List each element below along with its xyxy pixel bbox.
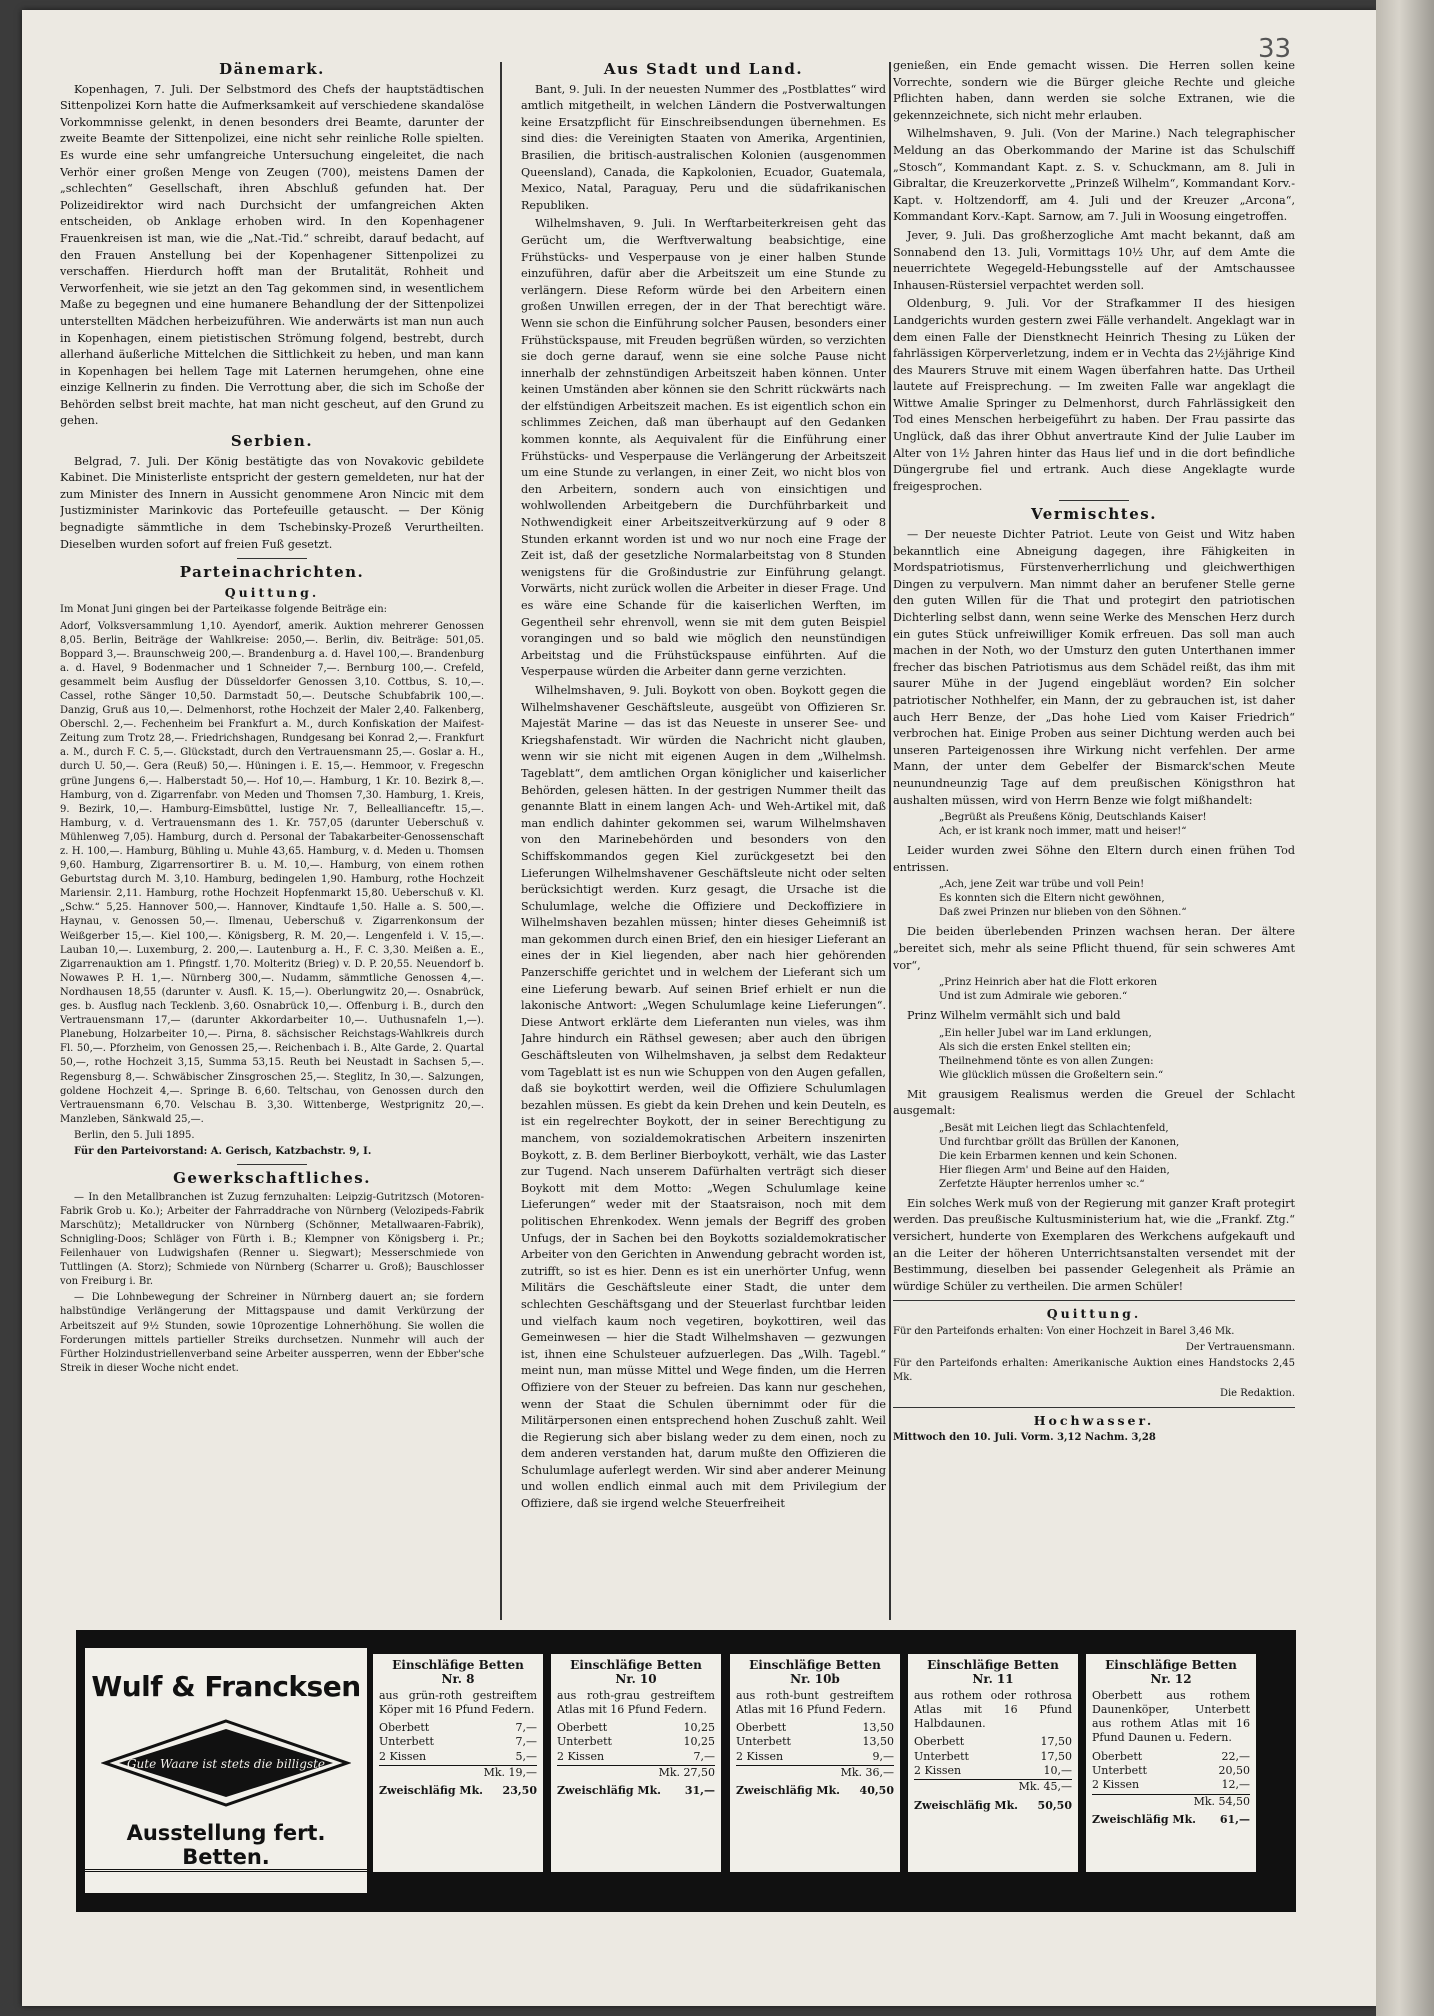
total-price: 31,—	[684, 1784, 715, 1798]
section-title-vermischtes: Vermischtes.	[1031, 505, 1157, 524]
card-sum: Mk. 27,50	[557, 1765, 715, 1780]
card-heading: Einschläfige Betten	[749, 1658, 881, 1672]
card-total-row	[914, 1799, 1072, 1813]
item-label: Unterbett	[557, 1735, 612, 1749]
item-price: 10,—	[1043, 1764, 1072, 1778]
hochwasser-title: Hochwasser.	[1033, 1412, 1155, 1428]
article-belgrad: Belgrad, 7. Juli. Der König bestätigte das von Novakovic gebildete Kabinet. Die Ministerliste entspricht der gestern gemeldeten, nur hat der zum Minister des Innern in Aussicht genommene Aron Nincic mit dem Justizminister Marinkovic das Portefeuille getauscht. — Der König begnadigte sämmtliche in dem Tschebinsky-Prozeß Verurtheilten. Dieselben wurden sofort auf freien Fuß gesetzt.	[60, 454, 484, 551]
card-row-oberbett	[379, 1721, 537, 1735]
article-text-9: Mit grausigem Realismus werden die Greuel der Schlacht ausgemalt:	[893, 1087, 1295, 1118]
item-price: 5,—	[515, 1749, 537, 1763]
total-price: 61,—	[1219, 1812, 1250, 1826]
card-row-unterbett	[379, 1735, 537, 1749]
item-price: 10,25	[683, 1721, 715, 1735]
section-title-parteinachrichten: Parteinachrichten.	[179, 563, 365, 582]
item-label: 2 Kissen	[1092, 1778, 1140, 1792]
item-label: Oberbett	[914, 1735, 965, 1749]
column-rule-right	[889, 62, 891, 1620]
card-sum: Mk. 36,—	[736, 1765, 894, 1780]
card-heading: Einschläfige Betten	[927, 1658, 1059, 1672]
item-price: 12,—	[1221, 1778, 1250, 1792]
card-row-oberbett	[557, 1721, 715, 1735]
card-row-kissen	[736, 1750, 894, 1764]
section-title-aus-stadt-und-land: Aus Stadt und Land.	[603, 60, 804, 78]
card-description: aus roth-grau gestreiftem Atlas mit 16 Pfund Federn.	[557, 1688, 715, 1716]
total-price: 23,50	[502, 1784, 537, 1798]
card-total-row	[557, 1784, 715, 1798]
card-row-kissen	[557, 1750, 715, 1764]
adjacent-page-edge	[1376, 0, 1434, 2016]
card-row-unterbett	[557, 1735, 715, 1749]
card-total-row	[736, 1784, 894, 1798]
quittung-entry-2: Für den Parteifonds erhalten: Amerikanische Auktion eines Handstocks 2,45 Mk.	[893, 1358, 1295, 1384]
hochwasser-times: Mittwoch den 10. Juli. Vorm. 3,12 Nachm. 3,28	[893, 1432, 1156, 1444]
verse-1: „Begrüßt als Preußens König, Deutschlands Kaiser! Ach, er ist krank noch immer, matt und heiser!“	[939, 812, 1207, 838]
article-text-7: Die beiden überlebenden Prinzen wachsen heran. Der ältere „bereitet sich, mehr als seine Pflicht thuend, für sein schweres Amt vor“,	[893, 925, 1295, 972]
divider	[237, 558, 307, 559]
verse-2: „Ach, jene Zeit war trübe und voll Pein! Es konnten sich die Eltern nicht gewöhnen, Daß zwei Prinzen nur blieben von den Söhnen.“	[939, 879, 1187, 919]
card-row-kissen	[914, 1764, 1072, 1778]
item-price: 7,—	[693, 1749, 715, 1763]
card-number: Nr. 11	[972, 1672, 1014, 1687]
item-label: 2 Kissen	[914, 1764, 962, 1778]
item-label: Unterbett	[914, 1749, 969, 1763]
divider	[893, 1300, 1295, 1301]
total-label: Zweischläfig Mk.	[736, 1784, 841, 1798]
item-label: Oberbett	[1092, 1749, 1143, 1763]
quittung-list: Adorf, Volksversammlung 1,10. Ayendorf, amerik. Auktion mehrerer Genossen 8,05. Berlin, Beiträge der Wahlkreise: 2050,—. Berlin, div. Beiträge: 501,05. Boppard 3,—. Braunschweig 200,—. Brandenburg a. d. Havel 100,—. Brandenburg a. d. Havel, 9 Bodenmacher und 1 Schneider 7,—. Bernburg 100,—. Crefeld, gesammelt beim Ausflug der Düsseldorfer Genossen 3,10. Cottbus, S. 10,—. Cassel, rothe Sänger 10,50. Darmstadt 50,—. Deutsche Schubfabrik 100,—. Danzig, Gruß aus 10,—. Delmenhorst, rothe Hochzeit der Maler 2,40. Falkenberg, Oberschl. 2,—. Fechenheim bei Frankfurt a. M., durch Konfiskation der Maifest-Zeitung zum Trotz 28,—. Friedrichshagen, Rundgesang bei Konrad 2,—. Frankfurt a. M., durch F. C. 5,—. Glückstadt, durch den Vertrauensmann 25,—. Goslar a. H., durch U. 50,—. Gera (Reuß) 50,—. Hüningen i. E. 15,—. Hemmoor, v. Fregeschn grüne Jungens 6,—. Halberstadt 50,—. Hof 10,—. Hamburg, 1 Kr. 10. Bezirk 8,—. Hamburg, von d. Zigarrenfabr. von Meden und Thomsen 7,30. Hamburg, 1. Kreis, 9. Bezirk, 10,—. Hamburg-Eimsbüttel, lustige Nr. 7, Belleallianceftr. 15,—. Hamburg, v. d. Vertrauensmann des 1. Kr. 757,05 (darunter Ueberschuß v. Mühlenweg 7,05). Hamburg, durch d. Personal der Tabakarbeiter-Genossenschaft z. H. 100,—. Hamburg, Bühling u. Muhle 43,65. Hamburg, v. d. Meden u. Thomsen 9,60. Hamburg, Zigarrensortirer B. u. M. 10,—. Hamburg, von einem rothen Geburtstag durch M. 3,10. Hamburg, bedingelen 1,90. Hamburg, rothe Hochzeit Mariensir. 2,11. Hamburg, rothe Hochzeit Hopfenmarkt 15,80. Ueberschuß v. Kl. „Schw.“ 5,25. Hannover 500,—. Hannover, Kindtaufe 1,50. Halle a. S. 500,—. Haynau, v. Genossen 50,—. Ilmenau, Ueberschuß v. Zigarrenkonsum der Weißgerber 15,—. Kiel 100,—. Königsberg, R. M. 20,—. Lengenfeld i. V. 15,—. Lauban 10,—. Luxemburg, 2. 200,—. Lautenburg a. H., F. C. 3,30. Meißen a. E., Zigarrenauktion am 1. Pfingstf. 1,70. Molteritz (Brieg) v. D. P. 20,55. Neuendorf b. Nowawes P. H. 1,—. Nürnberg 300,—. Nudamm, sämmtliche Genossen 4,—. Nordhausen 18,55 (darunter v. Ausfl. K. 15,—). Oberlungwitz 20,—. Osnabrück, ges. b. Ausflug nach Tecklenb. 3,60. Osnabrück 10,—. Offenburg i. B., durch den Vertrauensmann 17,— (darunter Akkordarbeiter 10,—. Uuthusnafeln 1,—). Planebung, Holzarbeiter 10,—. Pirna, 8. sächsischer Reichstags-Wahlkreis durch Fl. 50,—. Pforzheim, von Genossen 25,—. Reichenbach i. B., Alte Garde, 2. Quartal 50,—, rothe Hochzeit 3,15, Summa 53,15. Reuth bei Neustadt in Sachsen 5,—. Regensburg 8,—. Schwäbischer Zinsgroschen 25,—. Steglitz, In 30,—. Salzungen, goldene Hochzeit 4,—. Springe B. 6,60. Teltschau, von Genossen durch den Vertrauensmann 6,70. Velschau B. 3,30. Wittenberge, Westprignitz 20,—. Manzleben, Sänkwald 25,—.	[60, 620, 484, 1125]
article-wilhelmshaven-boykott: Wilhelmshaven, 9. Juli. Boykott von oben. Boykott gegen die Wilhelmshavener Geschäftsleute, ausgeübt von Offizieren Sr. Majestät Marine — das ist das Neueste in unserer See- und Kriegshafenstadt. Wir würden die Nachricht nicht glauben, wenn wir sie nicht mit eigenen Augen in dem „Wilhelmsh. Tageblatt“, dem amtlichen Organ königlicher und kaiserlicher Behörden, gelesen hätten. In der gestrigen Nummer theilt das genannte Blatt in einem langen Ach- und Weh-Artikel mit, daß man endlich dahinter gekommen sei, warum Wilhelmshaven von den Marinebehörden und besonders von den Schiffskommandos gegen Kiel zurückgesetzt bei den Lieferungen Wilhelmshavener Geschäftsleute nicht oder selten berücksichtigt werden. Kurz gesagt, die Ursache ist die Schulumlage, welche die Offiziere und Deckoffiziere in Wilhelmshaven bezahlen müssen; hinter dieses Geheimniß ist man gekommen durch einen Brief, den ein hiesiger Lieferant an eines der in Kiel liegenden, aber nach hier gehörenden Panzerschiffe gerichtet und in welchem der Lieferant sich um eine Lieferung bewarb. Auf seinen Brief erhielt er nun die lakonische Antwort: „Wegen Schulumlage keine Lieferungen“. Diese Antwort erklärte dem Lieferanten nun vieles, was ihm Jahre hindurch ein Räthsel gewesen; aber auch den übrigen Geschäftsleuten von Wilhelmshaven, ja selbst dem Redakteur vom Tageblatt ist es nun wie Schuppen von den Augen gefallen, daß sie boykottirt werden, weil die Offiziere Schulumlagen bezahlen müssen. Es giebt da kein Drehen und kein Deuteln, es ist ein regelrechter Boykott, der in seiner Berechtigung zu manchem, von sozialdemokratischen Arbeitern inszenirten Boykott, z. B. dem Berliner Bierboykott, verhält, wie das Laster zur Tugend. Nach unserem Dafürhalten verträgt sich dieser Boykott mit dem Motto: „Wegen Schulumlage keine Lieferungen“ weder mit der Staatsraison, noch mit dem politischen Ehrenkodex. Wenn jemals der Begriff des groben Unfugs, der in Sachen bei den Boykotts sozialdemokratischer Arbeiter von den Gerichten in Anwendung gebracht worden ist, zutrifft, so ist es hier. Denn es ist ein unerhörter Unfug, wenn Militärs die Geschäftsleute einer Stadt, die unter dem schlechten Geschäftsgang und der Steuerlast furchtbar leiden und vielfach kaum noch vegetiren, boykottiren, weil das Gemeinwesen — hier die Stadt Wilhelmshaven — gezwungen ist, ihnen eine Schulsteuer aufzuerlegen. Das „Wilh. Tagebl.“ meint nun, man müsse Mittel und Wege finden, um die Herren Offiziere von der Steuer zu befreien. Das kann nur geschehen, wenn der Staat die Schulen übernimmt oder für die Militärpersonen einen entsprechend hohen Zuschuß zahlt. Weil die Regierung sich aber bislang weder zu dem einen, noch zu dem anderen verstanden hat, darum mußte den Offizieren die Schulumlage auferlegt werden. Wir sind aber anderer Meinung und wollen endlich einmal auch mit dem Privilegium der Offiziere, daß sie irgend welche Steuerfreiheit	[521, 683, 886, 1511]
item-label: Oberbett	[379, 1721, 430, 1735]
divider	[237, 1164, 307, 1165]
card-row-unterbett	[736, 1735, 894, 1749]
card-number: Nr. 10	[615, 1672, 657, 1687]
card-row-oberbett	[1092, 1750, 1250, 1764]
article-metallbranchen: — In den Metallbranchen ist Zuzug fernzuhalten: Leipzig-Gutritzsch (Motoren-Fabrik Grob u. Ko.); Arbeiter der Fahrraddrache von Nürnberg (Velozipeds-Fabrik Marschütz); Metalldrucker von Nürnberg (Schönner, Metallwaaren-Fabrik), Schnigling-Doos; Schläger von Fürth i. B.; Klempner von Königsberg i. Pr.; Feilenhauer von Ludwigshafen (Renner u. Siegwart); Messerschmiede von Tuttlingen (A. Storz); Schmiede von Nürnberg (Scharrer u. Groß); Bauschlosser von Freiburg i. Br.	[60, 1191, 484, 1288]
item-price: 10,25	[683, 1735, 715, 1749]
item-label: Unterbett	[1092, 1764, 1147, 1778]
article-oldenburg: Oldenburg, 9. Juli. Vor der Strafkammer II des hiesigen Landgerichts wurden gestern zwei Fälle verhandelt. Angeklagt war in dem einen Falle der Dienstknecht Heinrich Thesing zu Lüken der fahrlässigen Körperverletzung, indem er in Vechta das 2½jährige Kind des Maurers Struve mit einem Wagen überfahren hatte. Das Urtheil lautete auf Freisprechung. — Im zweiten Falle war angeklagt die Wittwe Amalie Springer zu Delmenhorst, durch Fahrlässigkeit den Tod eines Menschen herbeigeführt zu haben. Der Frau passirte das Unglück, daß das ihrer Obhut anvertraute Kind der Julie Lauber im Alter von 1½ Jahren hinter das Haus lief und in die dort befindliche Düngergrube fiel und ertrank. Auch diese Angeklagte wurde freigesprochen.	[893, 297, 1295, 493]
price-card-1	[373, 1654, 543, 1872]
card-total-row	[1092, 1813, 1250, 1827]
quittung-signer-2: Die Redaktion.	[1219, 1388, 1295, 1400]
article-schreiner: — Die Lohnbewegung der Schreiner in Nürnberg dauert an; sie fordern halbstündige Verlängerung der Mittagspause und damit Verkürzung der Arbeitszeit auf 9½ Stunden, sowie 10prozentige Lohnerhöhung. Sie wollen die Forderungen mittels partieller Streiks durchsetzen. Nunmehr will auch der Fürther Holzindustriellenverband seine Arbeiter aussperren, wenn der Ebber'sche Streik in dieser Woche nicht endet.	[60, 1292, 484, 1374]
article-text-6: Leider wurden zwei Söhne den Eltern durch einen frühen Tod entrissen.	[893, 844, 1295, 874]
diamond-stamp-icon	[101, 1717, 351, 1809]
quittung-intro: Im Monat Juni gingen bei der Parteikasse folgende Beiträge ein:	[60, 604, 388, 616]
price-card-5	[1086, 1654, 1256, 1872]
article-marine: Wilhelmshaven, 9. Juli. (Von der Marine.) Nach telegraphischer Meldung an das Oberkommando der Marine ist das Schulschiff „Stosch“, Kommandant Kapt. z. S. v. Schuckmann, am 8. Juli in Gibraltar, die Kreuzerkorvette „Prinzeß Wilhelm“, Kommandant Korv.-Kapt. v. Holtzendorff, am 4. Juli und der Kreuzer „Arcona“, Kommandant Korv.-Kapt. Sarnow, am 7. Juli in Woosung eingetroffen.	[893, 127, 1295, 224]
column-3	[893, 58, 1295, 1623]
card-description: Oberbett aus rothem Daunenköper, Unterbett aus rothem Atlas mit 16 Pfund Daunen u. Federn.	[1092, 1688, 1250, 1745]
advertiser-name: Wulf & Francksen	[91, 1670, 361, 1703]
card-description: aus grün-roth gestreiftem Köper mit 16 Pfund Federn.	[379, 1688, 537, 1716]
article-text-10: Ein solches Werk muß von der Regierung mit ganzer Kraft protegirt werden. Das preußische Kultusministerium hat, wie die „Frankf. Ztg.“ versichert, hunderte von Exemplaren des Werkchens aufgekauft und an die Leiter der höheren Unterrichtsanstalten versendet mit der Bestimmung, dieselben bei passender Gelegenheit als Prämie an würdige Schüler zu vertheilen. Die armen Schüler!	[893, 1196, 1295, 1293]
page-number: 33	[1258, 34, 1292, 64]
quittung-entry-1: Für den Parteifonds erhalten: Von einer Hochzeit in Barel 3,46 Mk.	[893, 1326, 1235, 1338]
article-jever: Jever, 9. Juli. Das großherzogliche Amt macht bekannt, daß am Sonnabend den 13. Juli, Vormittags 10½ Uhr, auf dem Amte die neuerrichtete Wegegeld-Hebungsstelle auf der Amtschaussee Inhausen-Rüstersiel verpachtet werden soll.	[893, 228, 1295, 292]
article-bant: Bant, 9. Juli. In der neuesten Nummer des „Postblattes“ wird amtlich mitgetheilt, in welchen Ländern die Postverwaltungen keine Ersatzpflicht für Einschreibsendungen übernehmen. Es sind dies: die Vereinigten Staaten von Amerika, Argentinien, Brasilien, die britisch-australischen Kolonien (ausgenommen Queensland), Canada, die Kapkolonien, Ecuador, Guatemala, Mexico, Natal, Paraguay, Peru und die südafrikanischen Republiken.	[521, 82, 886, 212]
column-2	[521, 58, 886, 1620]
total-label: Zweischläfig Mk.	[379, 1784, 484, 1798]
total-label: Zweischläfig Mk.	[557, 1784, 662, 1798]
item-price: 17,50	[1040, 1735, 1072, 1749]
section-title-gewerkschaftliches: Gewerkschaftliches.	[173, 1169, 371, 1188]
article-continuation: genießen, ein Ende gemacht wissen. Die Herren sollen keine Vorrechte, sondern wie die Bürger gleiche Rechte und gleiche Pflichten haben, dann werden sie solche Extranen, wie die gekennzeichnete, sich nicht mehr erlauben.	[893, 59, 1295, 122]
card-row-oberbett	[914, 1735, 1072, 1749]
total-label: Zweischläfig Mk.	[914, 1798, 1019, 1812]
item-label: Unterbett	[736, 1735, 791, 1749]
card-sum: Mk. 54,50	[1092, 1794, 1250, 1809]
card-row-kissen	[379, 1750, 537, 1764]
item-price: 7,—	[515, 1735, 537, 1749]
item-label: Unterbett	[379, 1735, 434, 1749]
card-sum: Mk. 19,—	[379, 1765, 537, 1780]
item-price: 20,50	[1218, 1764, 1250, 1778]
price-card-4	[908, 1654, 1078, 1872]
subsection-title-quittung: Quittung.	[224, 584, 320, 600]
item-label: 2 Kissen	[557, 1749, 605, 1763]
card-heading: Einschläfige Betten	[1105, 1658, 1237, 1672]
card-total-row	[379, 1784, 537, 1798]
quittung-title: Quittung.	[1046, 1306, 1142, 1322]
stamp-text: Gute Waare ist stets die billigste	[126, 1757, 326, 1771]
card-number: Nr. 10b	[790, 1672, 840, 1687]
quittung-date: Berlin, den 5. Juli 1895.	[74, 1129, 195, 1141]
section-title-daenemark: Dänemark.	[219, 60, 325, 78]
quittung-signer-1: Der Vertrauensmann.	[1185, 1342, 1295, 1354]
advertiser-tagline: Ausstellung fert. Betten.	[85, 1821, 367, 1872]
item-price: 22,—	[1221, 1749, 1250, 1763]
total-price: 40,50	[859, 1784, 894, 1798]
section-title-serbien: Serbien.	[230, 432, 314, 451]
divider	[893, 1407, 1295, 1408]
item-price: 13,50	[862, 1735, 894, 1749]
card-number: Nr. 8	[441, 1672, 475, 1687]
card-row-unterbett	[914, 1750, 1072, 1764]
verse-3: „Prinz Heinrich aber hat die Flott erkoren Und ist zum Admirale wie geboren.“	[939, 977, 1158, 1003]
price-card-3	[730, 1654, 900, 1872]
card-sum: Mk. 45,—	[914, 1779, 1072, 1794]
article-kopenhagen: Kopenhagen, 7. Juli. Der Selbstmord des Chefs der hauptstädtischen Sittenpolizei Korn hatte die Aufmerksamkeit auf verschiedene skandalöse Vorkommnisse gelenkt, in denen besonders drei Beamte, darunter der zweite Beamte der Sittenpolizei, eine nicht sehr reinliche Rolle spielten. Es wurde eine sehr umfangreiche Untersuchung eingeleitet, die nach Verhör einer großen Menge von Zeugen (700), meistens Damen der „schlechten“ Gesellschaft, ihren Abschluß gefunden hat. Der Polizeidirektor wird nach Durchsicht der umfangreichen Akten entscheiden, ob Anklage erhoben wird. In den Kopenhagener Frauenkreisen ist man, wie die „Nat.-Tid.“ schreibt, darauf bedacht, auf den Frauen Anstellung bei der Kopenhagener Sittenpolizei zu verschaffen. Hierdurch hofft man der Brutalität, Rohheit und Verworfenheit, wie sie jetzt an den Tag gekommen sind, in wesentlichem Maße zu begegnen und eine humanere Behandlung der der Sittenpolizei unterstellten Mädchen herbeizuführen. Wie anderwärts ist man nun auch in Kopenhagen, einem pietistischen Strömung folgend, bestrebt, durch allerhand äußerliche Mittelchen die Sittlichkeit zu heben, und man kann in Kopenhagen bei hellem Tage mit Laternen herumgehen, ohne eine einzige Kellnerin zu finden. Die Verrottung aber, die sich im Schoße der Behörden selbst breit machte, hat man nicht gescheut, auf den Grund zu gehen.	[60, 82, 484, 428]
article-text-8: Prinz Wilhelm vermählt sich und bald	[907, 1009, 1121, 1023]
column-1	[60, 58, 484, 1623]
item-price: 13,50	[862, 1721, 894, 1735]
item-label: Oberbett	[736, 1721, 787, 1735]
item-label: Oberbett	[557, 1721, 608, 1735]
item-label: 2 Kissen	[736, 1749, 784, 1763]
item-label: 2 Kissen	[379, 1749, 427, 1763]
article-wilhelmshaven-werft: Wilhelmshaven, 9. Juli. In Werftarbeiterkreisen geht das Gerücht um, die Werftverwaltung beabsichtige, eine Frühstücks- und Vesperpause von je einer halben Stunde einzuführen, dafür aber die Arbeitszeit um eine Stunde zu verlängern. Diese Reform würde bei den Arbeitern einen großen Unwillen erregen, der in der That berechtigt wäre. Wenn sie schon die Einführung solcher Pausen, besonders einer Frühstückspause, mit Freuden begrüßen würden, so verzichten sie doch gerne darauf, wenn sie eine solche Pause nicht innerhalb der zehnstündigen Arbeitszeit haben können. Unter keinen Umständen aber können sie den Schritt rückwärts nach der elfstündigen Arbeitszeit machen. Es ist eigentlich schon ein schlimmes Zeichen, daß man überhaupt auf den Gedanken kommen konnte, als Aequivalent für die Einführung einer Frühstücks- und Vesperpause die Verlängerung der Arbeitszeit um eine Stunde zu verlangen, in einer Zeit, wo nicht blos von den Arbeitern, sondern auch von einsichtigen und wohlwollenden Arbeitgebern die Durchführbarkeit und Nothwendigkeit einer Arbeitszeitverkürzung auf 9 oder 8 Stunden erkannt worden ist und wo nur noch eine Frage der Zeit ist, daß der gesetzliche Normalarbeitstag von 8 Stunden wenigstens für die Großindustrie zur Einführung gelangt. Vorwärts, nicht zurück wollen die Arbeiter in dieser Frage. Und es wäre eine Schande für die kaiserlichen Werften, im Gegentheil sehr ehrenvoll, wenn sie mit dem guten Beispiel vorangingen und so bald wie möglich den neunstündigen Arbeitstag und die Frühstückspause einführten. Auf die Vesperpause würden die Arbeiter dann gerne verzichten.	[521, 217, 886, 679]
card-description: aus roth-bunt gestreiftem Atlas mit 16 Pfund Federn.	[736, 1688, 894, 1716]
card-number: Nr. 12	[1150, 1672, 1192, 1687]
card-row-oberbett	[736, 1721, 894, 1735]
total-price: 50,50	[1037, 1798, 1072, 1812]
card-heading: Einschläfige Betten	[570, 1658, 702, 1672]
advertiser-logo	[85, 1648, 367, 1893]
card-heading: Einschläfige Betten	[392, 1658, 524, 1672]
card-row-kissen	[1092, 1778, 1250, 1792]
quittung-signature: Für den Parteivorstand: A. Gerisch, Katzbachstr. 9, I.	[74, 1145, 372, 1157]
item-price: 9,—	[872, 1749, 894, 1763]
total-label: Zweischläfig Mk.	[1092, 1812, 1197, 1826]
verse-4: „Ein heller Jubel war im Land erklungen, Als sich die ersten Enkel stellten ein; Theilnehmend tönte es von allen Zungen: Wie glücklich müssen die Großeltern sein.“	[939, 1027, 1164, 1081]
price-card-2	[551, 1654, 721, 1872]
card-description: aus rothem oder rothrosa Atlas mit 16 Pfund Halbdaunen.	[914, 1688, 1072, 1731]
item-price: 7,—	[515, 1721, 537, 1735]
card-row-unterbett	[1092, 1764, 1250, 1778]
verse-5: „Besät mit Leichen liegt das Schlachtenfeld, Und furchtbar gröllt das Brüllen der Kanonen, Die kein Erbarmen kennen und kein Schonen. Hier fliegen Arm' und Beine auf den Haiden, Zerfetzte Häupter herrenlos umher ꝛc.“	[939, 1122, 1180, 1190]
article-dichter-patriot: — Der neueste Dichter Patriot. Leute von Geist und Witz haben bekanntlich eine Abneigung dagegen, ihre Fähigkeiten in Mordspatriotismus, Fürstenverherrlichung und gleichwerthigen Dingen zu verpulvern. Man nimmt daher an berufener Stelle gerne den guten Willen für die That und protegirt den patriotischen Dichterling selbst dann, wenn seine Werke des Menschen Herz durch ein gutes Stück unfreiwilliger Komik erfreuen. Das soll man auch machen in der Noth, wo der Umsturz den guten Unterthanen immer frecher das bischen Patriotismus aus dem Schädel reißt, das ihm mit saurer Mühe in der Jugend eingebläut worden? Ein solcher patriotischer Nothhelfer, ein Mann, der zu gebrauchen ist, ist daher auch Herr Benze, der „Das hohe Lied vom Kaiser Friedrich“ verbrochen hat. Einige Proben aus seiner Dichtung werden auch bei unseren Parteigenossen ihre Wirkung nicht verfehlen. Der arme Mann, der unter dem Gebelfer der Bismarck'schen Meute neunundneunzig Tage auf dem preußischen Königsthron hat aushalten müssen, wird von Herrn Benze wie folgt mißhandelt:	[893, 528, 1295, 807]
divider	[1059, 500, 1129, 501]
column-rule-left	[500, 62, 502, 1620]
item-price: 17,50	[1040, 1749, 1072, 1763]
